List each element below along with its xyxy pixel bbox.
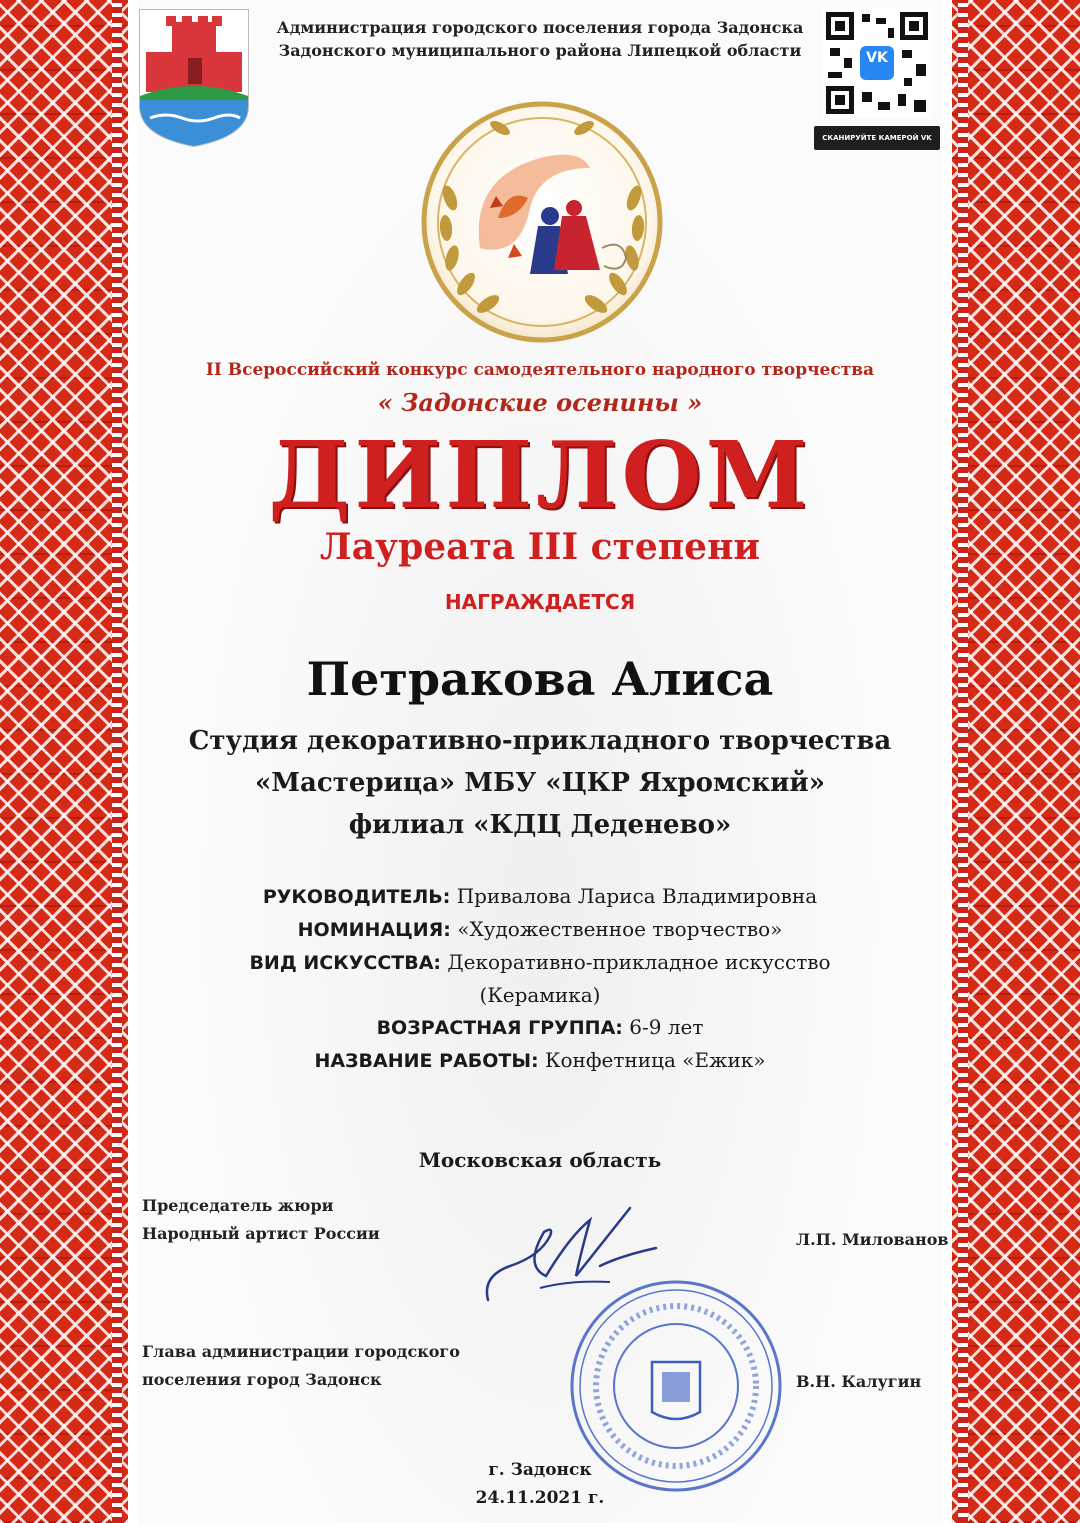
festival-name: « Задонские осенины » — [377, 388, 703, 417]
award-details — [150, 880, 930, 1077]
jury-title — [142, 1192, 380, 1248]
detail-age — [150, 1011, 930, 1044]
detail-nomination — [150, 913, 930, 946]
head-line-1: Глава администрации городского — [142, 1342, 460, 1361]
org-line-3: филиал «КДЦ Деденево» — [348, 810, 732, 840]
awarded-label: НАГРАЖДАЕТСЯ — [444, 590, 636, 614]
ornament-border-left — [0, 0, 138, 1523]
detail-work — [150, 1044, 930, 1077]
diploma-title: ДИПЛОМ — [268, 421, 812, 529]
art-value: Декоративно-прикладное искусство — [447, 950, 831, 974]
recipient-name: Петракова Алиса — [306, 652, 774, 706]
jury-name: Л.П. Милованов — [796, 1230, 949, 1249]
art-sub-value: (Керамика) — [479, 983, 601, 1007]
laureate-degree: Лауреата III степени — [319, 526, 761, 568]
head-name: В.Н. Калугин — [796, 1372, 922, 1391]
issuer-line-2: Задонского муниципального района Липецкой области — [278, 41, 802, 60]
issuer-header — [270, 16, 810, 62]
issue-city: г. Задонск — [488, 1460, 592, 1480]
detail-art — [150, 946, 930, 979]
jury-line-2: Народный артист России — [142, 1224, 380, 1243]
issuer-line-1: Администрация городского поселения города Задонска — [276, 18, 804, 37]
ornament-border-right — [942, 0, 1080, 1523]
work-value: Конфетница «Ежик» — [545, 1048, 766, 1072]
detail-supervisor — [150, 880, 930, 913]
head-line-2: поселения город Задонск — [142, 1370, 382, 1389]
supervisor-value: Привалова Лариса Владимировна — [456, 884, 818, 908]
region: Московская область — [418, 1148, 662, 1172]
issue-place-date — [470, 1456, 610, 1512]
art-label: ВИД ИСКУССТВА: — [249, 952, 442, 974]
contest-line: II Всероссийский конкурс самодеятельного народного творчества — [205, 360, 875, 380]
festival-emblem-icon — [410, 98, 674, 350]
qr-logo-label: VK — [866, 50, 888, 66]
nomination-label: НОМИНАЦИЯ: — [297, 919, 451, 941]
jury-line-1: Председатель жюри — [142, 1196, 334, 1215]
supervisor-label: РУКОВОДИТЕЛЬ: — [262, 886, 451, 908]
coat-of-arms-icon — [136, 6, 252, 148]
nomination-value: «Художественное творчество» — [457, 917, 783, 941]
org-line-2: «Мастерица» МБУ «ЦКР Яхромский» — [255, 768, 825, 798]
org-line-1: Студия декоративно-прикладного творчества — [188, 726, 892, 756]
work-label: НАЗВАНИЕ РАБОТЫ: — [314, 1050, 539, 1072]
issue-date: 24.11.2021 г. — [475, 1488, 605, 1508]
qr-caption: СКАНИРУЙТЕ КАМЕРОЙ VK — [814, 126, 940, 150]
age-label: ВОЗРАСТНАЯ ГРУППА: — [376, 1017, 623, 1039]
head-title — [142, 1338, 460, 1394]
age-value: 6-9 лет — [629, 1015, 704, 1039]
